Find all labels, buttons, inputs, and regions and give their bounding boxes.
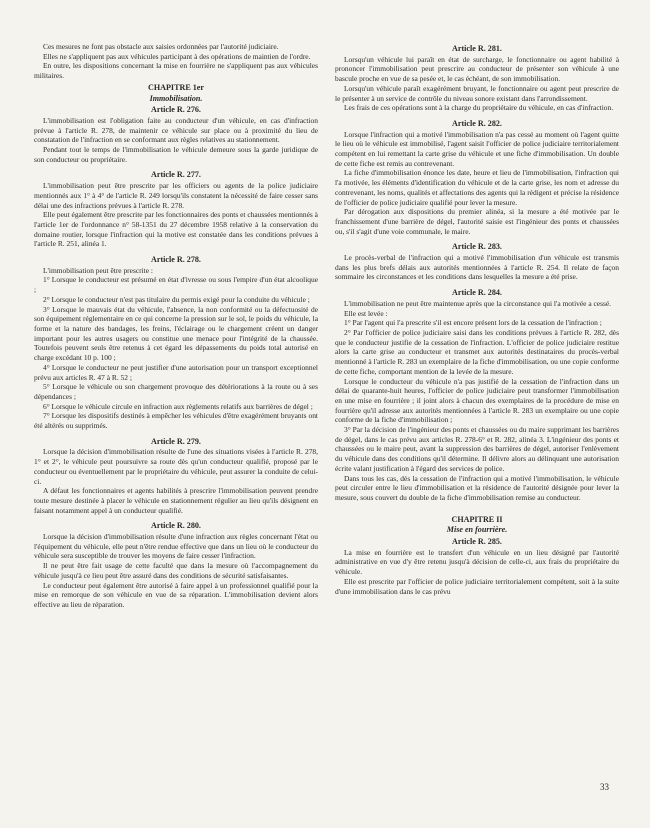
left-column	[34, 42, 318, 610]
paragraph: L'immobilisation ne peut être maintenue après que la circonstance qui l'a motivée a cessé.	[344, 298, 612, 308]
paragraph: Le conducteur peut également être autorisé à faire appel à un professionnel qualifié pour la mise en remorque de son véhicule en vue de sa réparation. L'immobilisation devient alors effective au lieu de réparation.	[34, 580, 318, 609]
article-heading: Article R. 276.	[151, 105, 201, 115]
list-item: 5° Lorsque le véhicule ou son chargement provoque des détériorations à la route ou à ses dépendances ;	[34, 382, 318, 401]
list-item: 3° Lorsque le mauvais état du véhicule, l'absence, la non conformité ou la défectuosité de son équipement réglementaire en ce qui concerne la pression sur le sol, le poids du véhicule, la forme et la nature des bandages, les freins, l'éclairage ou le chargement créent un danger important pour les autres usagers ou constitue une menace pour l'intégrité de la chaussée. Toutefois peuvent seuls être retenus à cet égard les dépassements du poids total autorisé en charge excédant 10 p. 100 ;	[34, 304, 318, 363]
paragraph: La fiche d'immobilisation énonce les date, heure et lieu de l'immobilisation, l'infraction qui l'a motivée, les éléments d'identification du véhicule et de la carte grise, les nom et adresse du contrevenant, les noms, qualités et affectations des agents qui la rédigent et précise la résidence de l'officier de police judiciaire qualifié pour lever la mesure.	[335, 168, 619, 207]
article-heading: Article R. 277.	[151, 170, 201, 180]
paragraph: Par dérogation aux dispositions du premier alinéa, si la mesure a été motivée par le franchissement d'une barrière de dégel, l'autorité saisie est l'ingénieur des ponts et chaussées ou, s'il s'agit d'une voie communale, le maire.	[335, 207, 619, 236]
article-heading: Article R. 279.	[151, 436, 201, 446]
paragraph: En outre, les dispositions concernant la mise en fourrière ne s'appliquent pas aux véhicules militaires.	[34, 61, 318, 81]
paragraph: L'immobilisation est l'obligation faite au conducteur d'un véhicule, en cas d'infraction prévue à l'article R. 278, de maintenir ce véhicule sur place ou à proximité du lieu de constatation de l'infraction en se conformant aux règles relatives au stationnement.	[34, 115, 318, 145]
paragraph: Il ne peut être fait usage de cette faculté que dans la mesure où l'accompagnement du véhicule jusqu'à ce lieu peut être assuré dans des conditions de sécurité satisfaisantes.	[34, 561, 318, 580]
list-item: 2° Par l'officier de police judiciaire saisi dans les conditions prévues à l'article R. 282, dès que le conducteur justifie de la cessation de l'infraction. L'officier de police judiciaire restitue alors la carte grise au conducteur et transmet aux autorités destinataires du procès-verbal mentionné à l'article R. 283 un exemplaire de la fiche d'immobilisation, ou une copie conforme de cette fiche, comportant mention de la levée de la mesure.	[335, 327, 619, 376]
list-item: 7° Lorsque les dispositifs destinés à empêcher les véhicules d'être exagérément bruyants ont été altérés ou supprimés.	[34, 411, 318, 431]
right-column	[335, 42, 619, 596]
article-heading: Article R. 281.	[452, 44, 502, 53]
paragraph: Lorsqu'un véhicule lui paraît en état de surcharge, le fonctionnaire ou agent habilité à prononcer l'immobilisation peut prescrire au conducteur de présenter son véhicule à une bascule proche en vue de sa pesée et, le cas échéant, de son immobilisation.	[335, 54, 619, 84]
list-item: 3° Par la décision de l'ingénieur des ponts et chaussées ou du maire supprimant les barrières de dégel, dans le cas prévu aux articles R. 278-6° et R. 282, alinéa 3. L'ingénieur des ponts et chaussées ou le maire peut, avant la suppression des barrières de dégel, autoriser l'enlèvement du véhicule dans des conditions qu'il détermine. Il délivre alors au délinquant une autorisation écrite valant justification à l'égard des services de police.	[335, 425, 619, 473]
paragraph: La mise en fourrière est le transfert d'un véhicule en un lieu désigné par l'autorité administrative en vue d'y être retenu jusqu'à décision de celle-ci, aux frais du propriétaire du véhicule.	[335, 547, 619, 577]
paragraph: Lorsque le conducteur du véhicule n'a pas justifié de la cessation de l'infraction dans un délai de quarante-huit heures, l'officier de police judiciaire peut transformer l'immobilisation en une mise en fourrière ; il joint alors à chacun des exemplaires de la procédure de mise en fourrière qu'il adresse aux autorités mentionnées à l'article R. 283 un exemplaire ou une copie conforme de la fiche d'immobilisation ;	[335, 376, 619, 425]
paragraph: Les frais de ces opérations sont à la charge du propriétaire du véhicule, en cas d'infraction.	[344, 103, 614, 113]
paragraph: Lorsqu'un véhicule paraît exagérément bruyant, le fonctionnaire ou agent peut prescrire de le présenter à un service de contrôle du niveau sonore existant dans l'arrondissement.	[335, 83, 619, 103]
list-item: 6° Lorsque le véhicule circule en infraction aux règlements relatifs aux barrières de dégel ;	[43, 401, 313, 411]
article-heading: Article R. 278.	[151, 255, 201, 265]
article-heading: Article R. 280.	[151, 521, 201, 531]
paragraph: Lorsque la décision d'immobilisation résulte de l'une des situations visées à l'article R. 278, 1° et 2°, le véhicule peut poursuivre sa route dès qu'un conducteur qualifié, proposé par le conducteur ou éventuellement par le propriétaire du véhicule, peut assurer la conduite de celui-ci.	[34, 447, 318, 486]
article-heading: Article R. 285.	[452, 537, 502, 547]
chapter-heading: CHAPITRE II	[451, 514, 503, 524]
list-item: 1° Lorsque le conducteur est présumé en état d'ivresse ou sous l'empire d'un état alcoolique ;	[34, 275, 318, 295]
paragraph: Elle est prescrite par l'officier de police judiciaire territorialement compétent, soit à la suite d'une immobilisation dans le cas prévu	[335, 576, 619, 596]
chapter-subtitle: Immobilisation.	[149, 93, 203, 103]
paragraph: Elle peut également être prescrite par les fonctionnaires des ponts et chaussées mentionnés à l'article 1er de l'ordonnance n° 58-1351 du 27 décembre 1958 relative à la conservation du domaine routier, lorsque l'infraction qui la motive est constatée dans les conditions prévues à l'article R. 251, alinéa 1.	[34, 210, 318, 249]
paragraph: Lorsque l'infraction qui a motivé l'immobilisation n'a pas cessé au moment où l'agent quitte le lieu où le véhicule est immobilisé, l'agent saisit l'officier de police judiciaire territorialement compétent en lui remettant la carte grise du véhicule et une fiche d'immobilisation. Un double de cette fiche est remis au contrevenant.	[335, 129, 619, 168]
list-item: 4° Lorsque le conducteur ne peut justifier d'une autorisation pour un transport exceptionnel prévu aux articles R. 47 à R. 52 ;	[34, 362, 318, 382]
page-number: 33	[600, 782, 609, 792]
paragraph: Ces mesures ne font pas obstacle aux saisies ordonnées par l'autorité judiciaire.	[43, 42, 279, 51]
paragraph: A défaut les fonctionnaires et agents habilités à prescrire l'immobilisation peuvent prendre toute mesure destinée à placer le véhicule en stationnement régulier au lieu qu'ils désignent en faisant notamment appel à un conducteur qualifié.	[34, 486, 318, 515]
paragraph: L'immobilisation peut être prescrite :	[43, 265, 153, 275]
list-item: 2° Lorsque le conducteur n'est pas titulaire du permis exigé pour la conduite du véhicule ;	[43, 294, 310, 304]
paragraph: L'immobilisation peut être prescrite par les officiers ou agents de la police judiciaire mentionnés aux 1° à 4° de l'article R. 249 lorsqu'ils constatent la nécessité de faire cesser sans délai une des infractions prévues à l'article R. 278.	[34, 181, 318, 210]
article-heading: Article R. 284.	[452, 288, 502, 298]
article-heading: Article R. 282.	[452, 118, 502, 128]
paragraph: Elles ne s'appliquent pas aux véhicules participant à des opérations de maintien de l'ordre.	[43, 51, 311, 61]
paragraph: Elle est levée :	[344, 308, 388, 318]
chapter-subtitle: Mise en fourrière.	[446, 525, 508, 535]
paragraph: Dans tous les cas, dès la cessation de l'infraction qui a motivé l'immobilisation, le véhicule peut circuler entre le lieu d'immobilisation et la résidence de l'autorité désignée pour lever la mesure, sous couvert du double de la fiche d'immobilisation remise au conducteur.	[335, 473, 619, 502]
paragraph: Pendant tout le temps de l'immobilisation le véhicule demeure sous la garde juridique de son conducteur ou propriétaire.	[34, 145, 318, 164]
paragraph: Le procès-verbal de l'infraction qui a motivé l'immobilisation d'un véhicule est transmis dans les plus brefs délais aux autorités mentionnées à l'article R. 254. Il relate de façon sommaire les circonstances et les conditions dans lesquelles la mesure a été prise.	[335, 253, 619, 282]
chapter-heading: CHAPITRE 1er	[148, 82, 204, 92]
article-heading: Article R. 283.	[452, 242, 502, 252]
paragraph: Lorsque la décision d'immobilisation résulte d'une infraction aux règles concernant l'état ou l'équipement du véhicule, elle peut n'être rendue effective que dans un lieu où le conducteur du véhicule sera susceptible de trouver les moyens de faire cesser l'infraction.	[34, 532, 318, 561]
list-item: 1° Par l'agent qui l'a prescrite s'il est encore présent lors de la cessation de l'infraction ;	[344, 318, 602, 328]
